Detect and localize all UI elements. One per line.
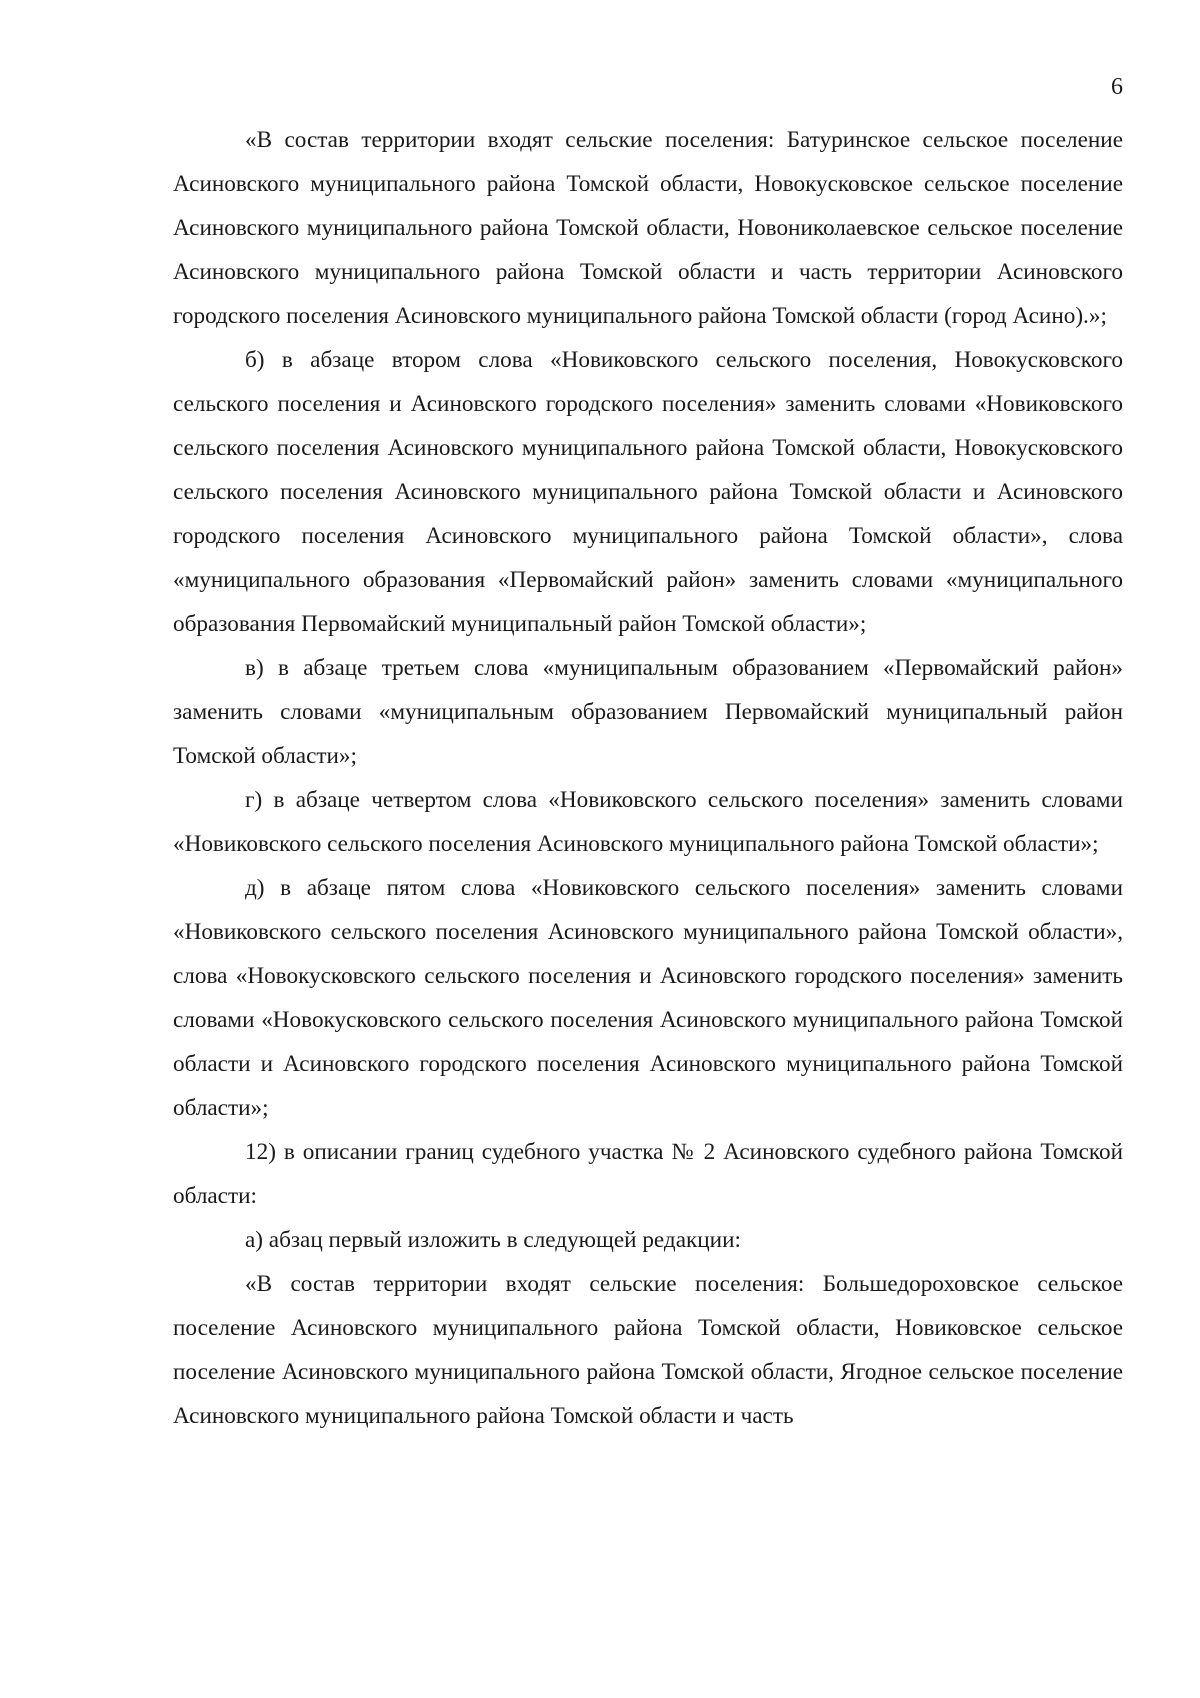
- paragraph-item-g: г) в абзаце четвертом слова «Новиковского сельского поселения» заменить словами «Новиковского сельского поселения Асиновского муниципального района Томской области»;: [173, 787, 1123, 857]
- page-number: 6: [1111, 74, 1123, 100]
- paragraph-item-12: 12) в описании границ судебного участка № 2 Асиновского судебного района Томской области:: [173, 1139, 1123, 1209]
- document-body: [173, 118, 1123, 1438]
- paragraph-territory-composition-1: «В состав территории входят сельские поселения: Батуринское сельское поселение Асиновского муниципального района Томской области, Новокусковское сельское поселение Асиновского муниципального района Томской области, Новониколаевское сельское поселение Асиновского муниципального района Томской области и часть территории Асиновского городского поселения Асиновского муниципального района Томской области (город Асино).»;: [173, 127, 1123, 329]
- paragraph-territory-composition-2: «В состав территории входят сельские поселения: Большедороховское сельское поселение Асиновского муниципального района Томской области, Новиковское сельское поселение Асиновского муниципального района Томской области, Ягодное сельское поселение Асиновского муниципального района Томской области и часть: [173, 1271, 1123, 1429]
- paragraph-item-b: б) в абзаце втором слова «Новиковского сельского поселения, Новокусковского сельского поселения и Асиновского городского поселения» заменить словами «Новиковского сельского поселения Асиновского муниципального района Томской области, Новокусковского сельского поселения Асиновского муниципального района Томской области и Асиновского городского поселения Асиновского муниципального района Томской области», слова «муниципального образования «Первомайский район» заменить словами «муниципального образования Первомайский муниципальный район Томской области»;: [173, 347, 1123, 637]
- paragraph-item-d: д) в абзаце пятом слова «Новиковского сельского поселения» заменить словами «Новиковского сельского поселения Асиновского муниципального района Томской области», слова «Новокусковского сельского поселения и Асиновского городского поселения» заменить словами «Новокусковского сельского поселения Асиновского муниципального района Томской области и Асиновского городского поселения Асиновского муниципального района Томской области»;: [173, 875, 1123, 1121]
- paragraph-item-v: в) в абзаце третьем слова «муниципальным образованием «Первомайский район» заменить словами «муниципальным образованием Первомайский муниципальный район Томской области»;: [173, 655, 1123, 769]
- paragraph-item-a: а) абзац первый изложить в следующей редакции:: [245, 1227, 741, 1253]
